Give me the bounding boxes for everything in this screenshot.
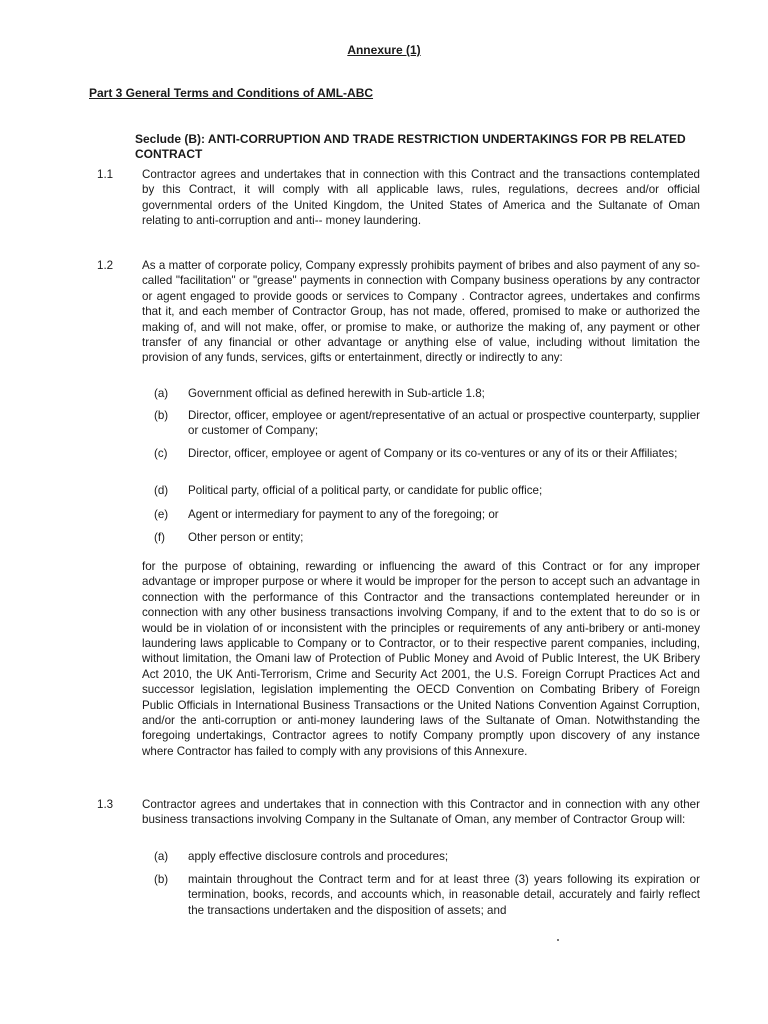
list-text: Agent or intermediary for payment to any of the foregoing; or: [188, 508, 499, 521]
list-label: (b): [154, 873, 169, 886]
list-text: apply effective disclosure controls and procedures;: [188, 850, 449, 863]
list-label: (a): [154, 850, 169, 863]
clause-text: As a matter of corporate policy, Company expressly prohibits payment of bribes and also payment of any so-called "facilitation" or "grease" payments in connection with Company business operations by any contractor or agent engaged to provide goods or services to Company . Contractor agrees, undertakes and confirms that it, and each member of Contractor Group, has not made, offered, promised to make or authorized the making of, and will not make, offer, or promise to make, or authorize the making of, any payment or other transfer of any financial or other advantage or anything else of value, including without limitation the provision of any funds, services, gifts or entertainment, directly or indirectly to any:: [142, 259, 700, 365]
closing-paragraph: for the purpose of obtaining, rewarding or influencing the award of this Contract or for any improper advantage or improper purpose or where it would be improper for the person to accept such an advantage in connection with the performance of this Contractor and the transactions contemplated hereunder or in connection with any other business transactions involving Company, if and to the extent that to do so is or would be in violation of or inconsistent with the principles or requirements of any anti-bribery or anti-money laundering laws applicable to Company or to Contractor, or to their respective parent companies, including, without limitation, the Omani law of Protection of Public Money and Avoid of Public Interest, the UK Bribery Act 2010, the UK Anti-Terrorism, Crime and Security Act 2001, the U.S. Foreign Corrupt Practices Act and successor legislation, legislation implementing the OECD Convention on Combating Bribery of Foreign Public Officials in International Business Transactions or the United Nations Convention Against Corruption, and/or the anti-corruption or anti-money laundering laws of the Sultanate of Oman. Notwithstanding the foregoing undertakings, Contractor agrees to notify Company promptly upon discovery of any instance where Contractor has failed to comply with any provisions of this Annexure.: [142, 560, 700, 758]
list-label: (e): [154, 508, 169, 521]
seclude-title: Seclude (B): ANTI-CORRUPTION AND TRADE RESTRICTION UNDERTAKINGS FOR PB RELATED CONTRACT: [135, 132, 686, 161]
part-title: Part 3 General Terms and Conditions of AML-ABC: [89, 86, 374, 100]
annexure-title: Annexure (1): [347, 43, 421, 57]
list-label: (b): [154, 409, 169, 422]
list-label: (c): [154, 447, 168, 460]
clause-number: 1.2: [97, 259, 114, 272]
list-label: (a): [154, 387, 169, 400]
scan-speck: [557, 939, 559, 941]
list-text: Political party, official of a political party, or candidate for public office;: [188, 484, 543, 497]
clause-text: Contractor agrees and undertakes that in connection with this Contract and the transactions contemplated by this Contract, it will comply with all applicable laws, rules, regulations, decrees and/or official governmental orders of the United Kingdom, the United States of America and the Sultanate of Oman relating to anti-corruption and anti-- money laundering.: [142, 168, 700, 228]
list-text: maintain throughout the Contract term and for at least three (3) years following its expiration or termination, books, records, and accounts which, in reasonable detail, accurately and fairly reflect the transactions undertaken and the disposition of assets; and: [188, 873, 700, 917]
clause-text: Contractor agrees and undertakes that in connection with this Contractor and in connection with any other business transactions involving Company in the Sultanate of Oman, any member of Contractor Group will:: [142, 798, 700, 827]
list-text: Director, officer, employee or agent/representative of an actual or prospective counterparty, supplier or customer of Company;: [188, 409, 700, 438]
list-text: Other person or entity;: [188, 531, 304, 544]
list-text: Director, officer, employee or agent of Company or its co-ventures or any of its or their Affiliates;: [188, 447, 678, 460]
clause-number: 1.1: [97, 168, 114, 181]
list-label: (d): [154, 484, 169, 497]
list-label: (f): [154, 531, 165, 544]
list-text: Government official as defined herewith in Sub-article 1.8;: [188, 387, 485, 400]
clause-number: 1.3: [97, 798, 114, 811]
